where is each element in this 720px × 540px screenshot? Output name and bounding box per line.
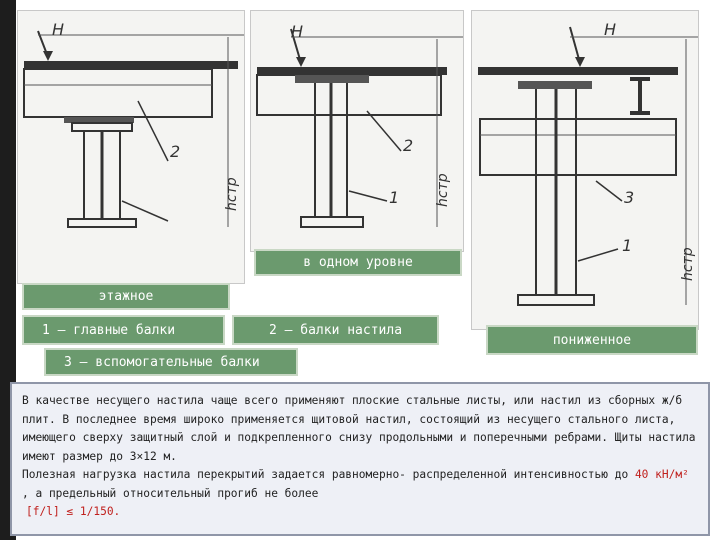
floor-framing-drawing — [18, 11, 244, 283]
beam-label-1: 1 — [389, 188, 400, 207]
load-label: H — [291, 22, 304, 41]
diagram-same-level — [250, 10, 464, 252]
label-lowered: пониженное — [486, 325, 698, 355]
beam-label-1: 1 — [622, 236, 633, 255]
beam-label: 2 — [170, 142, 181, 161]
description-text — [10, 382, 710, 536]
diagram-floor-framing — [17, 10, 245, 284]
label-secondary-beams: 3 – вспомогательные балки — [44, 348, 298, 376]
height-label: hстр — [224, 177, 240, 211]
label-deck-beams: 2 – балки настила — [232, 315, 439, 345]
label-main-beams: 1 – главные балки — [22, 315, 225, 345]
height-label: hстр — [435, 173, 451, 207]
load-label: H — [604, 20, 617, 39]
load-value: 40 кН/м² — [634, 468, 689, 481]
paragraph-1: В качестве несущего настила чаще всего применяют плоские стальные листы, или настил из сборных ж/б плит. В последнее время широко применяется щитовой настил, состоящий из несущего стального листа, имеющего сверху защитный слой и подкрепленного снизу продольными и поперечными ребрами. Щиты настила имеют размер до 3×12 м. — [22, 394, 696, 463]
diagram-lowered — [471, 10, 699, 330]
height-label: hстр — [680, 247, 696, 281]
beam-label-3: 3 — [624, 188, 635, 207]
label-floor: этажное — [22, 283, 230, 310]
paragraph-2: Полезная нагрузка настила перекрытий задается равномерно- распределенной интенсивностью до 40 кН/м² — [22, 468, 689, 481]
lowered-drawing — [472, 11, 698, 329]
deflection-limit: [f/l] ≤ 1/150. — [26, 505, 121, 518]
load-label: H — [52, 20, 65, 39]
beam-label-2: 2 — [403, 136, 414, 155]
label-same-level: в одном уровне — [254, 249, 462, 276]
paragraph-2-end: , а предельный относительный прогиб не более — [22, 486, 319, 500]
same-level-drawing — [251, 11, 463, 251]
